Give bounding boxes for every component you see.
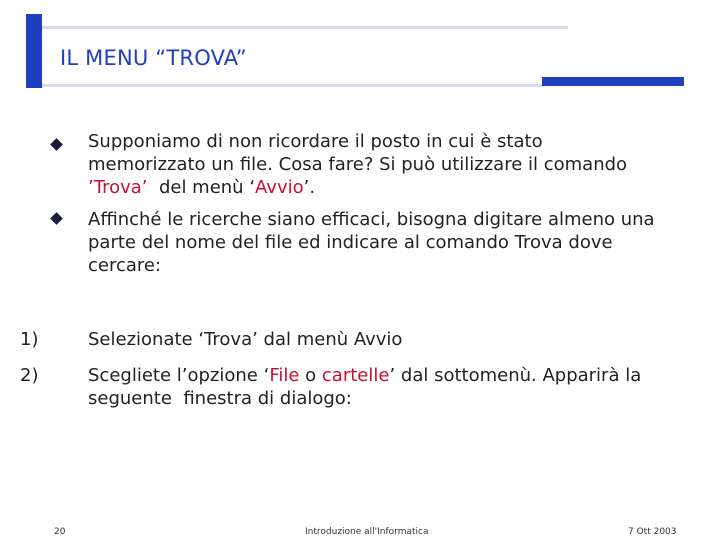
step-2-o: o	[299, 365, 322, 386]
bullet-paragraph-1	[88, 130, 688, 199]
bullet-1-line-1: Supponiamo di non ricordare il posto in cui è stato	[88, 131, 543, 152]
footer-date: 7 Ott 2003	[628, 527, 677, 537]
step-1-text: Selezionate ‘Trova’ dal menù Avvio	[88, 329, 403, 350]
cartelle-highlight: cartelle	[321, 365, 390, 386]
bullet-1-line-3	[88, 176, 688, 199]
bullet-1-line-2: memorizzato un file. Cosa fare? Si può utilizzare il comando	[88, 154, 628, 175]
bullet-paragraph-2: Affinché le ricerche siano efficaci, bisogna digitare almeno una parte del nome del file ed indicare al comando Trova dove cercare:	[88, 209, 655, 276]
title-rule-block	[542, 77, 684, 86]
step-1-number: 1)	[20, 329, 39, 350]
step-2-pre: Scegliete l’opzione ‘	[88, 365, 270, 386]
bullet-1-end: ’.	[303, 177, 316, 198]
step-2-text	[88, 364, 688, 410]
step-2-number: 2)	[20, 365, 39, 386]
bullet-diamond-icon	[50, 212, 63, 225]
bullet-1-mid: del menù ‘	[147, 177, 256, 198]
title-bottom-rule	[42, 84, 542, 87]
step-2-line-2: seguente finestra di dialogo:	[88, 388, 352, 409]
slide-title: IL MENU “TROVA”	[60, 46, 247, 70]
footer-course-title: Introduzione all'Informatica	[305, 527, 429, 537]
step-2-line-1	[88, 364, 688, 387]
avvio-highlight: Avvio	[255, 177, 304, 198]
title-accent-bar	[26, 14, 42, 88]
footer-page-number: 20	[54, 527, 66, 537]
step-2-post: ’ dal sottomenù. Apparirà la	[389, 365, 642, 386]
trova-highlight: ’Trova’	[88, 177, 148, 198]
bullet-diamond-icon	[50, 138, 63, 151]
file-highlight: File	[269, 365, 300, 386]
title-top-rule	[42, 26, 568, 29]
